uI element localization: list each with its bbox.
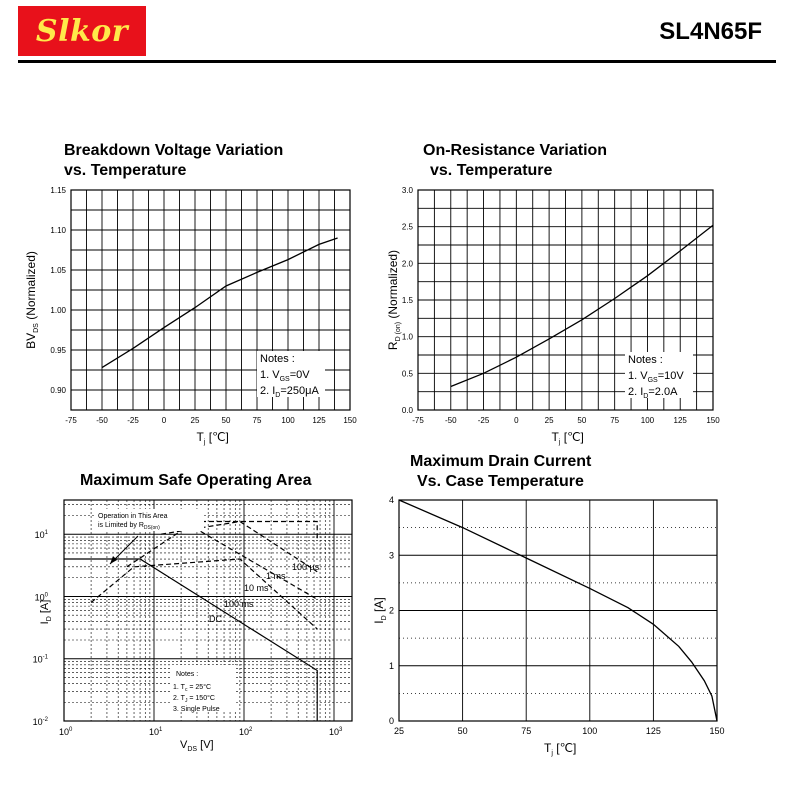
ron-y-tick-label: 0.0: [401, 406, 413, 415]
idtc-y-axis-label: $I_D$ [A]: [372, 597, 388, 624]
idtc-y-tick-label: 1: [388, 660, 394, 671]
ron-x-tick-label: -25: [477, 416, 490, 425]
idtc-y-tick-label: 4: [388, 495, 394, 505]
bv-x-tick-label: 125: [312, 416, 326, 425]
ron-title-line-2: vs. Temperature: [430, 162, 553, 179]
idtc-title-line-2: Vs. Case Temperature: [417, 473, 584, 490]
bv-x-tick-label: 150: [343, 416, 357, 425]
idtc-y-tick-label: 3: [388, 550, 394, 561]
ron-y-tick-label: 2.0: [401, 259, 413, 269]
ron-title-line-1: On-Resistance Variation: [423, 142, 608, 159]
bv-x-tick-label: -25: [127, 416, 139, 425]
bv-x-axis-label: $T_j$ [℃]: [196, 430, 229, 446]
bv-notes-line-1: 1. $V_{GS}=0V$: [260, 369, 310, 383]
bv-y-tick-label: 0.90: [50, 386, 66, 395]
ron-x-tick-label: -50: [444, 416, 457, 425]
soa-curve-label: 100 μs: [292, 562, 320, 572]
bv-title-line-1: Breakdown Voltage Variation: [64, 142, 284, 159]
ron-y-tick-label: 1.0: [401, 332, 413, 342]
soa-y-axis-label: $I_D$ [A]: [39, 599, 53, 625]
ron-x-tick-label: 100: [640, 416, 655, 425]
bv-x-tick-label: 75: [252, 416, 262, 425]
ron-y-tick-label: 3.0: [401, 186, 413, 195]
soa-region-note-line-2: is Limited by $R_{DS(on)}$: [98, 522, 160, 531]
ron-notes-line-2: 2. $I_D=2.0A$: [628, 386, 678, 400]
bv-y-tick-label: 1.00: [50, 306, 66, 315]
soa-curve-label: 10 ms: [244, 583, 269, 593]
soa-region-note-arrowhead: [110, 556, 117, 564]
soa-curve-label: DC: [209, 614, 222, 624]
bv-y-axis-label: $BV_{DS}$ (Normalized): [24, 251, 40, 349]
soa-y-axis-label-group: [39, 600, 53, 625]
soa-y-tick-label: $10^{-1}$: [32, 654, 48, 665]
bv-x-tick-label: 100: [281, 416, 295, 425]
soa-curve-label: 1 ms: [266, 571, 286, 581]
ron-x-tick-label: 75: [610, 416, 620, 425]
soa-y-tick-label: $10^{-2}$: [32, 717, 48, 727]
bv-y-tick-label: 0.95: [50, 346, 66, 355]
soa-x-tick-label: $10^3$: [329, 727, 343, 737]
bv-series-line: [102, 238, 338, 368]
ron-x-tick-label: 150: [706, 416, 720, 425]
idtc-x-tick-label: 150: [709, 726, 725, 736]
soa-series-100-ms: [91, 559, 317, 629]
ron-x-axis-label: $T_j$ [℃]: [551, 430, 584, 446]
idtc-x-tick-label: 25: [393, 726, 405, 736]
bv-x-tick-label: -75: [65, 416, 77, 425]
bv-notes-line-2: 2. $I_D=250\mu A$: [260, 385, 319, 399]
ron-x-tick-label: 125: [673, 416, 687, 425]
idtc-x-tick-label: 125: [645, 726, 661, 736]
bv-notes-title: Notes :: [260, 353, 295, 365]
soa-y-tick-label: $10^0$: [34, 592, 48, 603]
ron-notes-line-1: 1. $V_{GS}=10V$: [628, 370, 684, 384]
soa-notes-line: 1. $T_c = 25^\circ C$: [173, 684, 212, 693]
idtc-x-tick-label: 75: [521, 726, 532, 736]
bv-x-tick-label: -50: [96, 416, 108, 425]
soa-y-tick-label: $10^1$: [34, 530, 48, 541]
idtc-chart: [372, 495, 725, 757]
bv-title-line-2: vs. Temperature: [64, 162, 187, 179]
idtc-x-tick-label: 50: [457, 726, 468, 736]
ron-y-axis-label: $R_{D (on)}$ (Normalized): [386, 249, 402, 351]
idtc-y-tick-label: 2: [388, 605, 394, 616]
ron-y-tick-label: 1.5: [401, 296, 413, 305]
bv-y-tick-label: 1.15: [50, 186, 66, 195]
ron-notes-title: Notes :: [628, 354, 663, 366]
idtc-y-axis-label-group: [372, 597, 388, 623]
ron-y-tick-label: 0.5: [401, 369, 413, 379]
idtc-title-line-1: Maximum Drain Current: [410, 453, 592, 470]
soa-x-tick-label: $10^0$: [59, 727, 73, 737]
idtc-y-tick-label: 0: [388, 716, 394, 726]
part-number: SL4N65F: [659, 18, 762, 45]
brand-name: Slkor: [35, 13, 129, 49]
idtc-x-axis-label: $T_j$ [℃]: [544, 741, 577, 757]
ron-x-tick-label: 50: [577, 416, 587, 425]
ron-y-axis-label-group: [386, 250, 402, 350]
ron-x-tick-label: -75: [412, 416, 424, 425]
soa-notes-line: 3. Single Pulse: [173, 706, 220, 713]
soa-notes-line: 2. $T_J = 150^\circ C$: [173, 695, 215, 704]
ron-x-tick-label: 25: [544, 416, 554, 425]
soa-notes-title: Notes :: [176, 671, 199, 678]
ron-x-tick-label: 0: [514, 416, 519, 425]
bv-y-tick-label: 1.10: [50, 226, 66, 235]
soa-series-10-ms: [127, 525, 317, 599]
soa-region-note-line-1: Operation in This Area: [98, 513, 168, 520]
bv-chart: [24, 186, 357, 446]
ron-chart: [386, 186, 720, 446]
soa-chart: [33, 500, 352, 753]
soa-x-axis-label: $V_{DS}$ [V]: [180, 739, 214, 753]
bv-x-tick-label: 50: [221, 416, 231, 425]
bv-x-tick-label: 25: [190, 416, 200, 425]
bv-y-axis-label-group: [24, 251, 40, 349]
soa-x-tick-label: $10^1$: [149, 727, 163, 737]
ron-y-tick-label: 2.5: [401, 222, 413, 232]
idtc-x-tick-label: 100: [582, 726, 598, 736]
bv-x-tick-label: 0: [161, 416, 167, 425]
soa-title-line-1: Maximum Safe Operating Area: [80, 472, 312, 489]
bv-y-tick-label: 1.05: [50, 266, 66, 275]
soa-curve-label: 100 ms: [224, 599, 254, 609]
soa-x-tick-label: $10^2$: [239, 727, 253, 737]
